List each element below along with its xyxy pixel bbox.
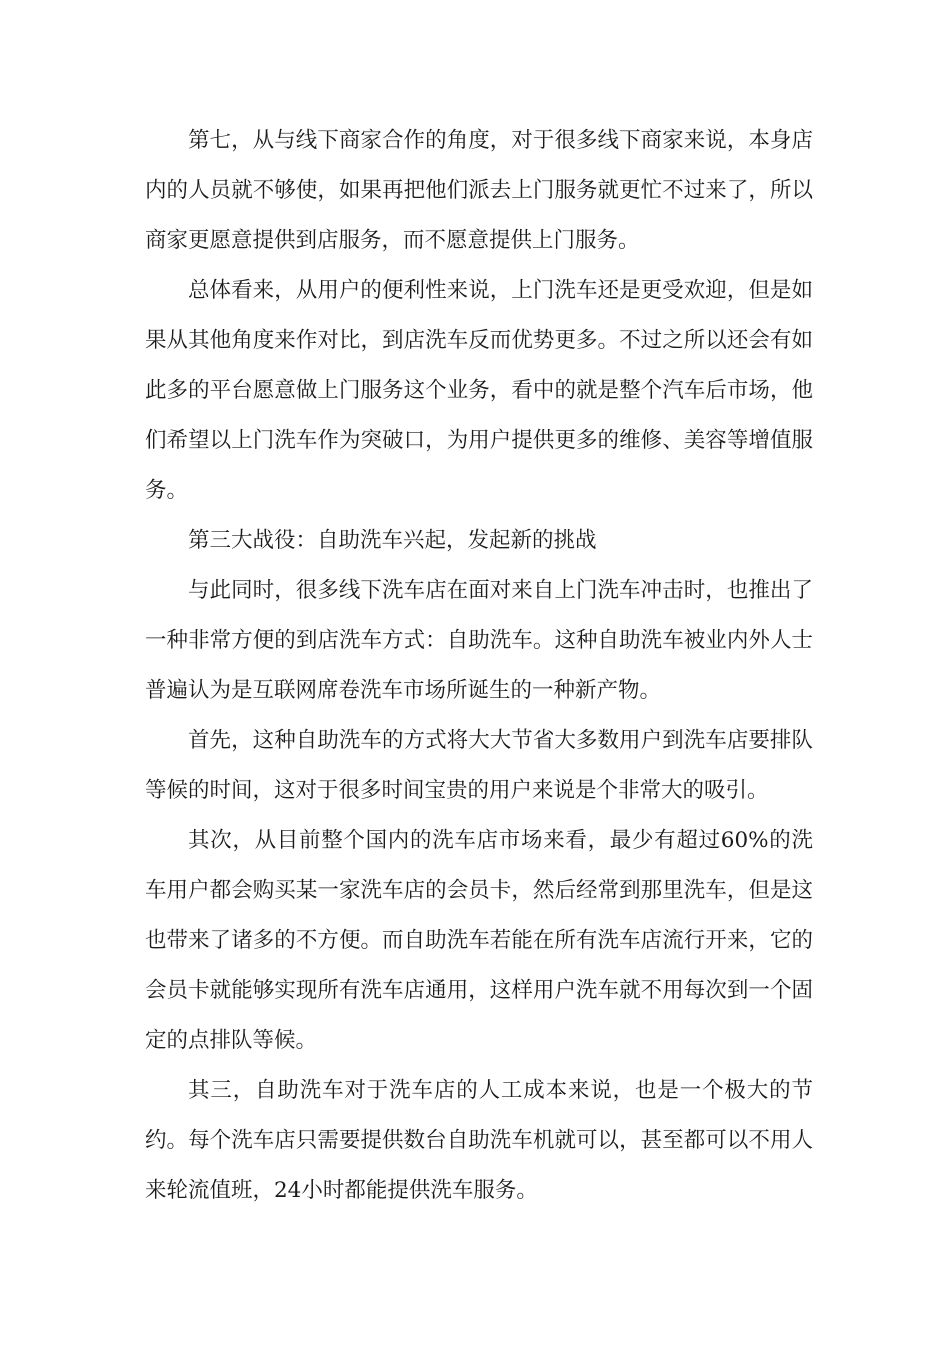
paragraph-second-point: 其次，从目前整个国内的洗车店市场来看，最少有超过60%的洗车用户都会购买某一家洗车店的会员卡，然后经常到那里洗车，但是这也带来了诸多的不方便。而自助洗车若能在所有洗车店流行开来，它的会员卡就能够实现所有洗车店通用，这样用户洗车就不用每次到一个固定的点排队等候。 bbox=[145, 828, 813, 1053]
paragraph-self-service-intro: 与此同时，很多线下洗车店在面对来自上门洗车冲击时，也推出了一种非常方便的到店洗车方式：自助洗车。这种自助洗车被业内外人士普遍认为是互联网席卷洗车市场所诞生的一种新产物。 bbox=[145, 578, 813, 703]
document-body bbox=[145, 116, 813, 1216]
paragraph-third-point: 其三，自助洗车对于洗车店的人工成本来说，也是一个极大的节约。每个洗车店只需要提供数台自助洗车机就可以，甚至都可以不用人来轮流值班，24小时都能提供洗车服务。 bbox=[145, 1078, 813, 1203]
section-heading-third-battle: 第三大战役：自助洗车兴起，发起新的挑战 bbox=[188, 528, 597, 553]
paragraph-first-point: 首先，这种自助洗车的方式将大大节省大多数用户到洗车店要排队等候的时间，这对于很多时间宝贵的用户来说是个非常大的吸引。 bbox=[145, 728, 813, 803]
paragraph-seventh-point: 第七，从与线下商家合作的角度，对于很多线下商家来说，本身店内的人员就不够使，如果再把他们派去上门服务就更忙不过来了，所以商家更愿意提供到店服务，而不愿意提供上门服务。 bbox=[145, 128, 813, 253]
paragraph-overall-view: 总体看来，从用户的便利性来说，上门洗车还是更受欢迎，但是如果从其他角度来作对比，到店洗车反而优势更多。不过之所以还会有如此多的平台愿意做上门服务这个业务，看中的就是整个汽车后市场，他们希望以上门洗车作为突破口，为用户提供更多的维修、美容等增值服务。 bbox=[145, 278, 813, 503]
